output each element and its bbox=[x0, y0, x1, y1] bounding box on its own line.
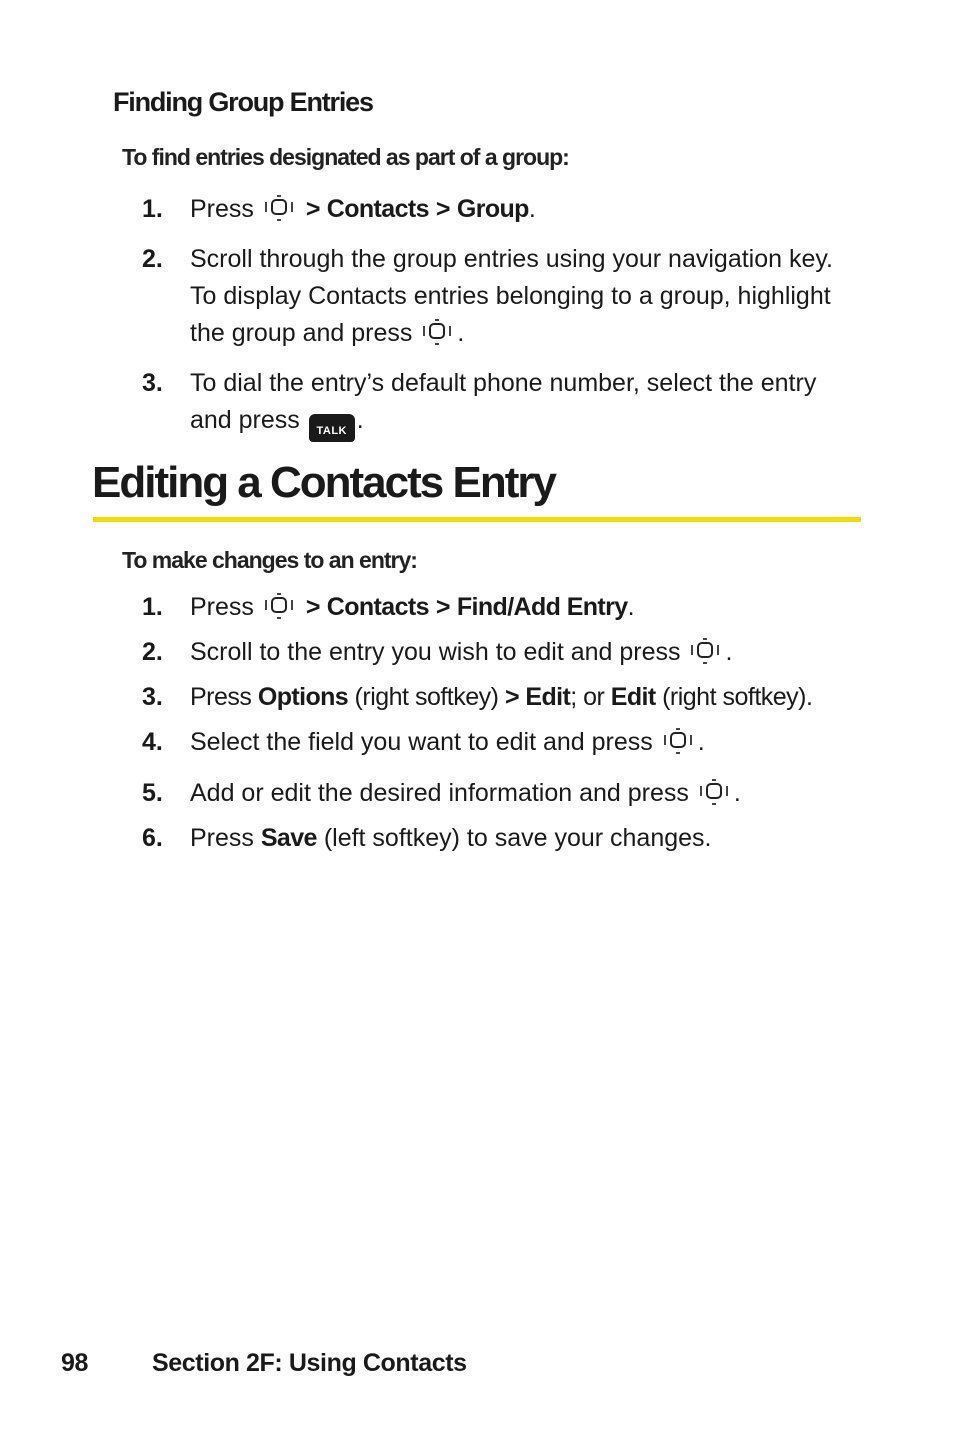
step-number: 3. bbox=[142, 369, 163, 397]
step-text: Scroll to the entry you wish to edit and press . bbox=[190, 638, 733, 666]
talk-key-icon: TALK bbox=[309, 414, 355, 442]
step-text: Press Save (left softkey) to save your changes. bbox=[190, 824, 712, 852]
step-text: Press > Contacts > Group. bbox=[190, 195, 536, 223]
step-number: 3. bbox=[142, 683, 163, 711]
menu-ok-key-icon bbox=[662, 728, 696, 754]
menu-ok-key-icon bbox=[421, 319, 455, 345]
step-text: Select the field you want to edit and press . bbox=[190, 728, 705, 756]
step-text: Add or edit the desired information and press . bbox=[190, 779, 741, 807]
step-number: 1. bbox=[142, 195, 163, 223]
menu-ok-key-icon bbox=[689, 638, 723, 664]
step-number: 2. bbox=[142, 638, 163, 666]
step-number: 5. bbox=[142, 779, 163, 807]
step-text: To dial the entry’s default phone number, select the entry and press TALK . bbox=[190, 365, 860, 442]
step-number: 4. bbox=[142, 728, 163, 756]
menu-ok-key-icon bbox=[263, 593, 297, 619]
step-text: Press Options (right softkey) > Edit; or Edit (right softkey). bbox=[190, 683, 813, 711]
editing-lead: To make changes to an entry: bbox=[122, 547, 417, 573]
step-text: Press > Contacts > Find/Add Entry. bbox=[190, 593, 635, 621]
title-underline-rule bbox=[93, 517, 861, 522]
menu-ok-key-icon bbox=[263, 195, 297, 221]
step-number: 2. bbox=[142, 245, 163, 273]
finding-lead: To find entries designated as part of a group: bbox=[122, 144, 569, 170]
step-number: 6. bbox=[142, 824, 163, 852]
step-number: 1. bbox=[142, 593, 163, 621]
page-number: 98 bbox=[61, 1349, 89, 1377]
finding-group-entries-heading: Finding Group Entries bbox=[113, 87, 373, 117]
section-footer: Section 2F: Using Contacts bbox=[152, 1349, 467, 1377]
menu-ok-key-icon bbox=[698, 779, 732, 805]
step-text: Scroll through the group entries using your navigation key. To display Contacts entries belonging to a group, highlight the group and press . bbox=[190, 245, 833, 347]
editing-contacts-entry-title: Editing a Contacts Entry bbox=[92, 458, 555, 507]
